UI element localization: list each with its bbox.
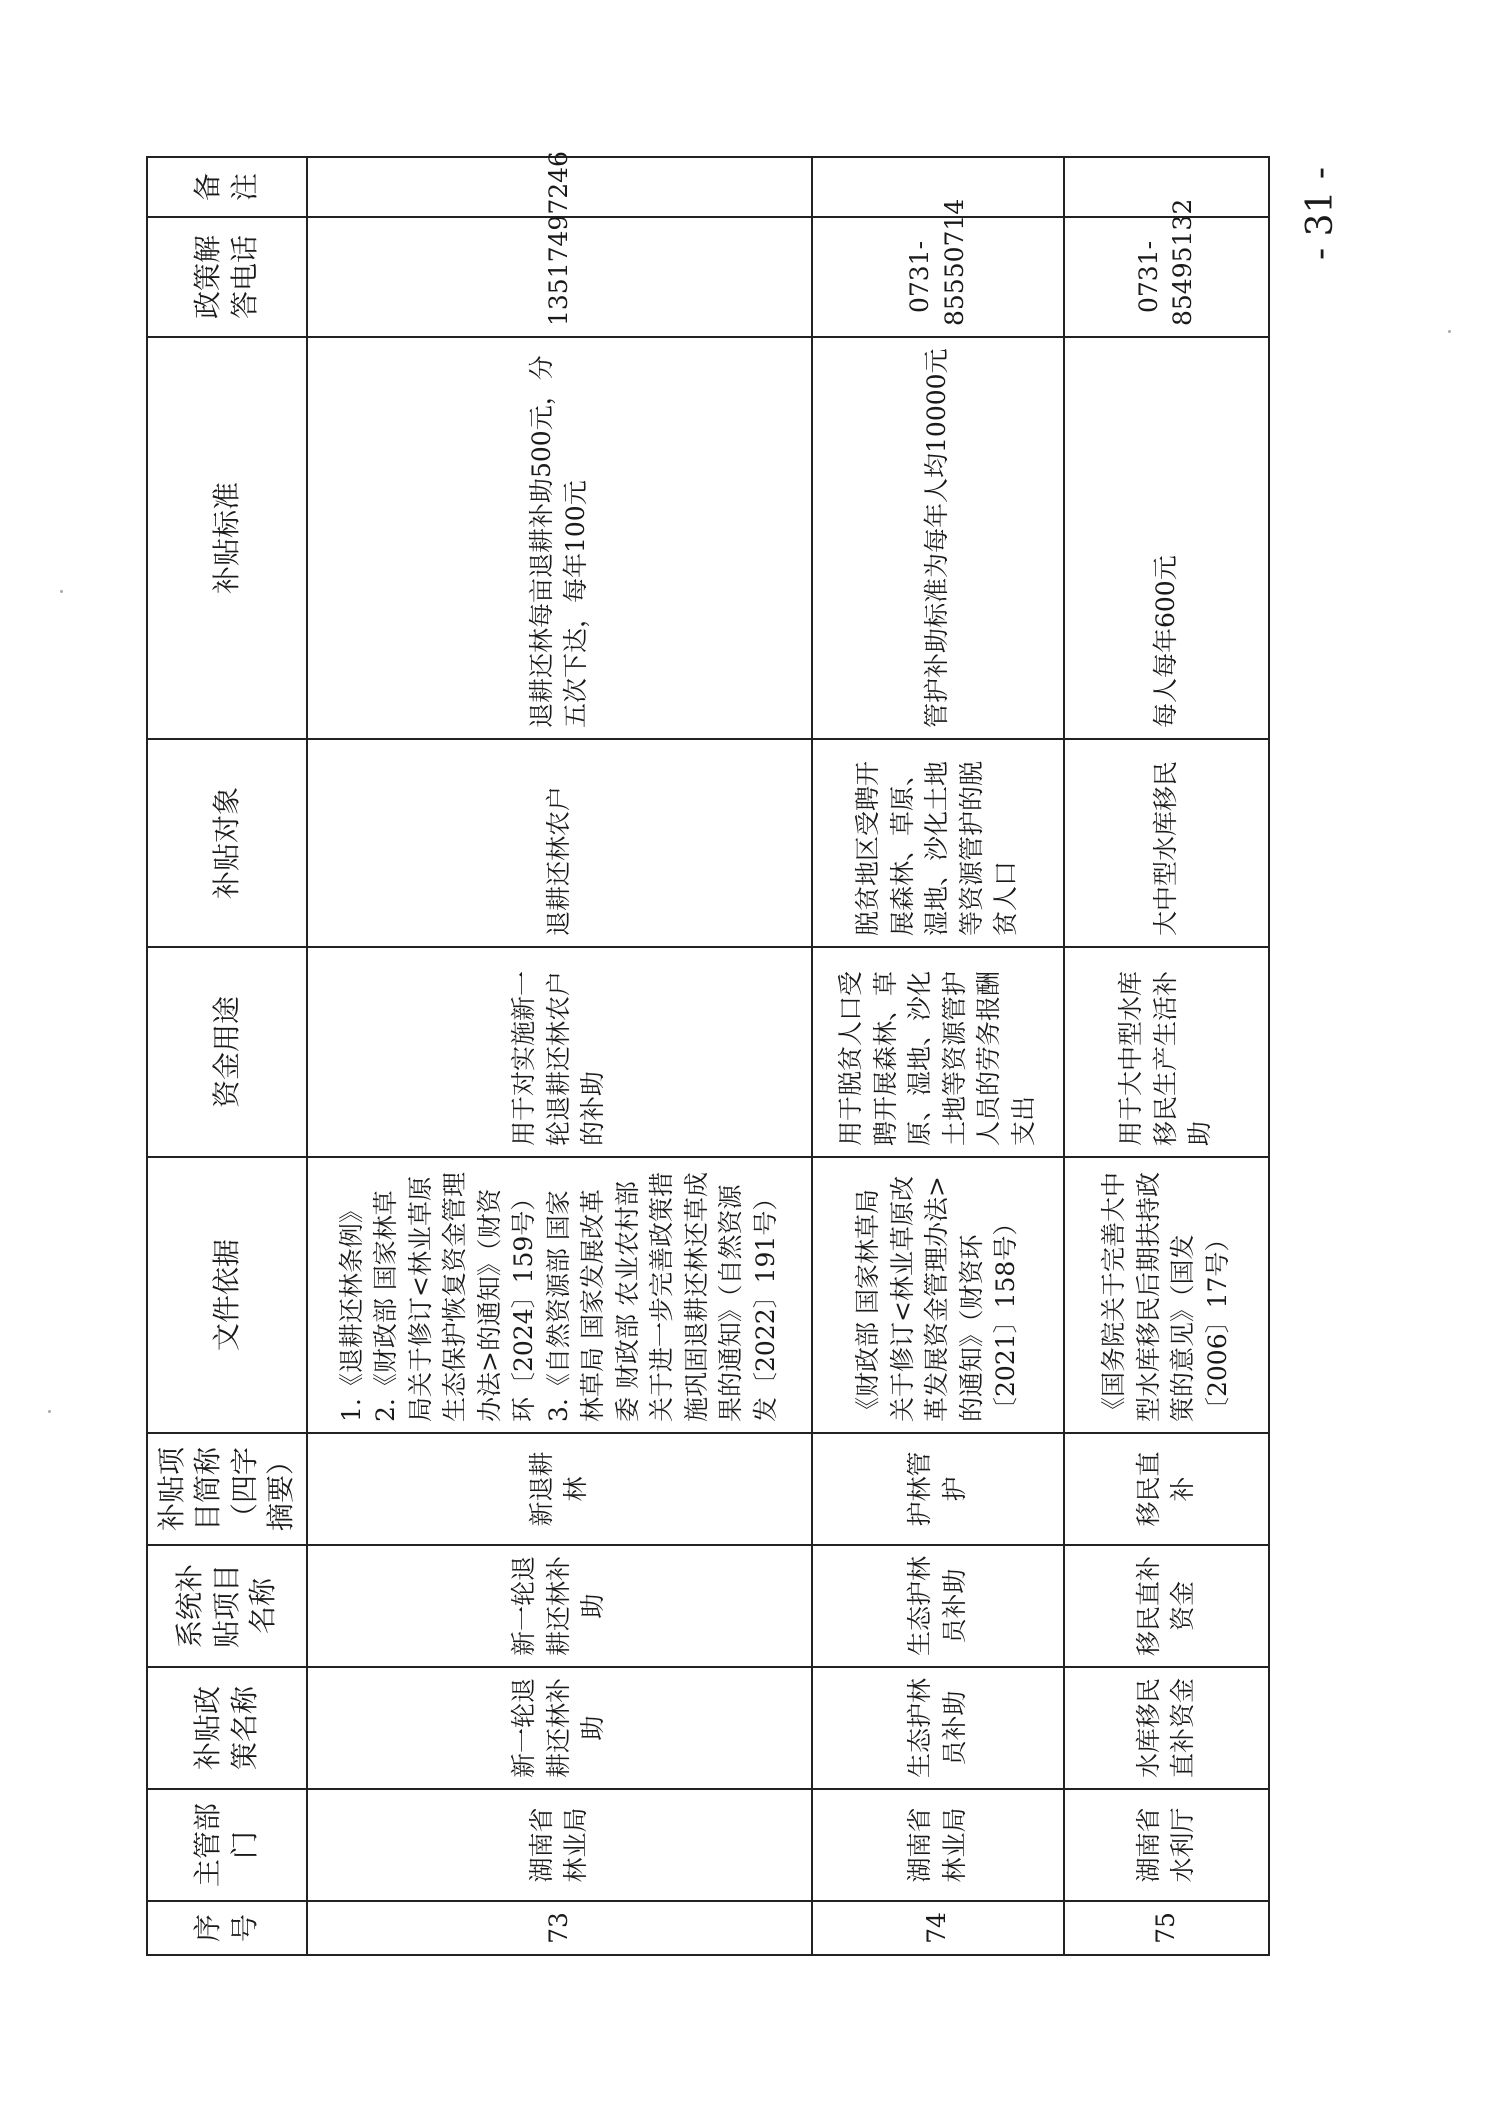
cell-dept: 湖南省水利厅 <box>1064 1789 1269 1901</box>
cell-usage: 用于脱贫人口受聘开展森林、草原、湿地、沙化土地等资源管护人员的劳务报酬支出 <box>812 947 1064 1157</box>
header-short: 补贴项目简称（四字摘要） <box>147 1433 307 1545</box>
header-note: 备注 <box>147 157 307 217</box>
cell-target: 大中型水库移民 <box>1064 739 1269 947</box>
cell-system: 生态护林员补助 <box>812 1545 1064 1667</box>
cell-seq: 75 <box>1064 1901 1269 1955</box>
cell-basis: 《国务院关于完善大中型水库移民后期扶持政策的意见》（国发〔2006〕17号） <box>1064 1157 1269 1433</box>
cell-usage: 用于对实施新一轮退耕还林农户的补助 <box>307 947 812 1157</box>
page-number: - 31 - <box>1300 166 1341 260</box>
scan-speck <box>48 1410 51 1413</box>
scan-speck <box>1448 330 1451 333</box>
cell-seq: 73 <box>307 1901 812 1955</box>
header-target: 补贴对象 <box>147 739 307 947</box>
header-seq: 序号 <box>147 1901 307 1955</box>
cell-short: 移民直补 <box>1064 1433 1269 1545</box>
header-standard: 补贴标准 <box>147 337 307 739</box>
cell-target: 退耕还林农户 <box>307 739 812 947</box>
cell-phone: 0731-85495132 <box>1064 217 1269 337</box>
cell-system: 移民直补资金 <box>1064 1545 1269 1667</box>
header-policy: 补贴政策名称 <box>147 1667 307 1789</box>
table-row <box>307 157 812 1955</box>
cell-basis: 《财政部 国家林草局关于修订<林业草原改革发展资金管理办法>的通知》（财资环〔2021〕158号） <box>812 1157 1064 1433</box>
subsidy-table <box>146 151 1270 1956</box>
cell-target: 脱贫地区受聘开展森林、草原、湿地、沙化土地等资源管护的脱贫人口 <box>812 739 1064 947</box>
table-row <box>1064 157 1269 1955</box>
rotated-page <box>146 151 1268 1956</box>
table-row <box>812 157 1064 1955</box>
cell-dept: 湖南省林业局 <box>812 1789 1064 1901</box>
cell-short: 新退耕林 <box>307 1433 812 1545</box>
header-phone: 政策解答电话 <box>147 217 307 337</box>
header-system: 系统补贴项目名称 <box>147 1545 307 1667</box>
cell-standard: 每人每年600元 <box>1064 337 1269 739</box>
header-usage: 资金用途 <box>147 947 307 1157</box>
cell-policy: 新一轮退耕还林补助 <box>307 1667 812 1789</box>
cell-system: 新一轮退耕还林补助 <box>307 1545 812 1667</box>
scan-speck <box>60 590 63 593</box>
cell-standard: 退耕还林每亩退耕补助500元，分五次下达，每年100元 <box>307 337 812 739</box>
cell-usage: 用于大中型水库移民生产生活补助 <box>1064 947 1269 1157</box>
cell-standard: 管护补助标准为每年人均10000元 <box>812 337 1064 739</box>
cell-policy: 生态护林员补助 <box>812 1667 1064 1789</box>
header-dept: 主管部门 <box>147 1789 307 1901</box>
cell-policy: 水库移民直补资金 <box>1064 1667 1269 1789</box>
cell-phone: 0731-85550714 <box>812 217 1064 337</box>
cell-dept: 湖南省林业局 <box>307 1789 812 1901</box>
cell-basis: 1.《退耕还林条例》 2.《财政部 国家林草局关于修订<林业草原生态保护恢复资金管理办法>的通知》（财资环〔2024〕159号） 3.《自然资源部 国家林草局 国家发展改革委 财政部 农业农村部关于进一步完善政策措施巩固退耕还林还草成果的通知》（自然资源发〔2022〕191号） <box>307 1157 812 1433</box>
cell-seq: 74 <box>812 1901 1064 1955</box>
cell-phone: 13517497246 <box>307 217 812 337</box>
header-basis: 文件依据 <box>147 1157 307 1433</box>
header-row <box>147 157 307 1955</box>
cell-short: 护林管护 <box>812 1433 1064 1545</box>
